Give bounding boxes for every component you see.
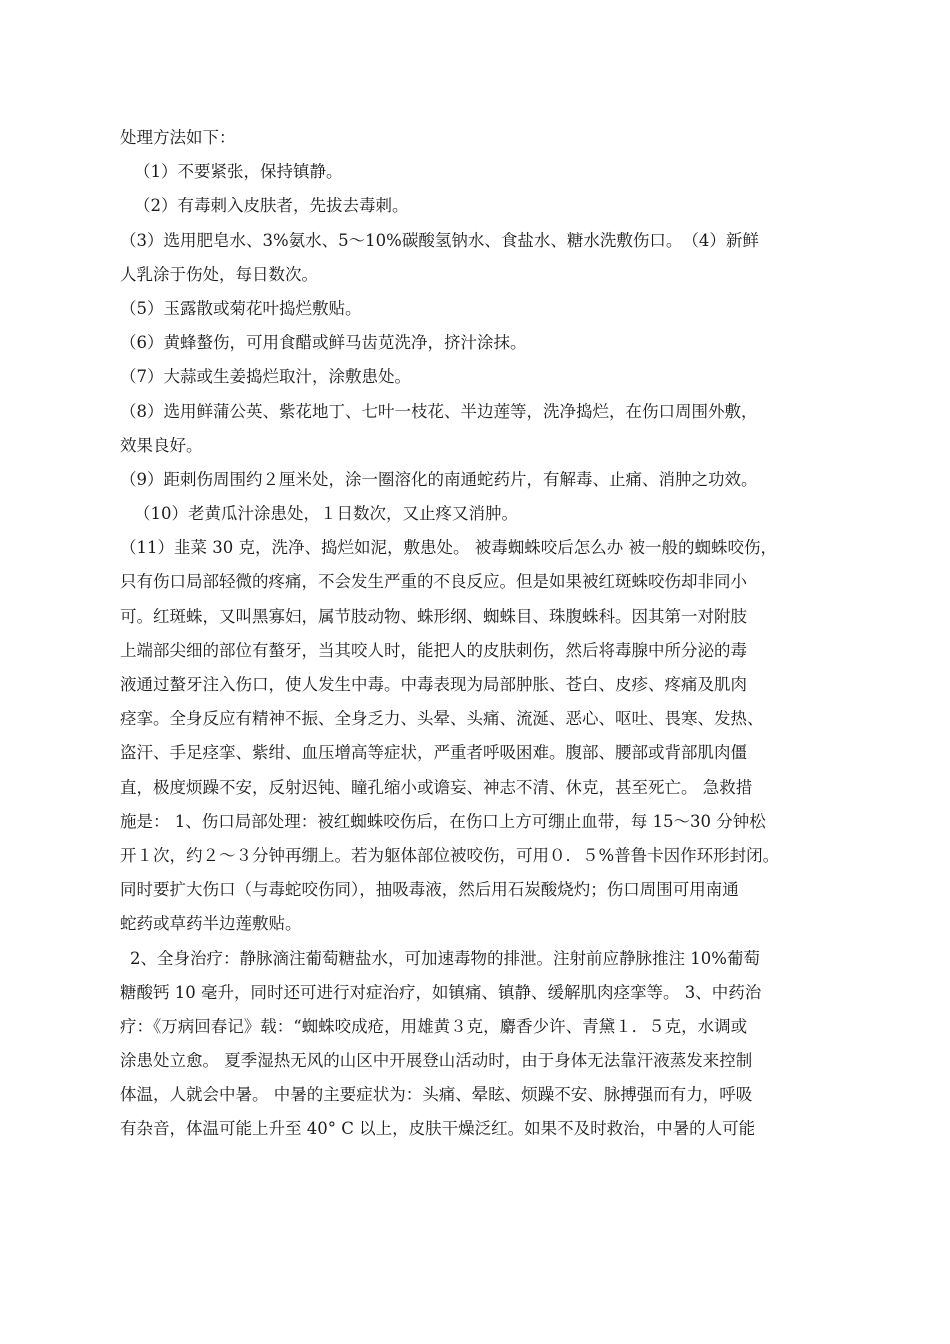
text-line: 施是： 1、伤口局部处理：被红蜘蛛咬伤后，在伤口上方可绷止血带，每 15～30 分钟松 <box>120 811 766 831</box>
text-line: （10）老黄瓜汁涂患处，１日数次，又止疼又消肿。 <box>134 504 518 524</box>
text-line: 直，极度烦躁不安，反射迟钝、瞳孔缩小或谵妄、神志不清、休克，甚至死亡。 急救措 <box>120 777 753 797</box>
text-line: 人乳涂于伤处，每日数次。 <box>120 264 318 284</box>
text-line: 糖酸钙 10 毫升，同时还可进行对症治疗，如镇痛、镇静、缓解肌肉痉挛等。 3、中药治 <box>120 982 762 1002</box>
text-line: （9）距刺伤周围约２厘米处，涂一圈溶化的南通蛇药片，有解毒、止痛、消肿之功效。 <box>120 469 758 489</box>
text-line: 痉挛。全身反应有精神不振、全身乏力、头晕、头痛、流涎、恶心、呕吐、畏寒、发热、 <box>120 709 764 729</box>
text-line: （8）选用鲜蒲公英、紫花地丁、七叶一枝花、半边莲等，洗净捣烂，在伤口周围外敷， <box>120 401 758 421</box>
text-line: （7）大蒜或生姜捣烂取汁，涂敷患处。 <box>120 367 411 387</box>
text-line: （6）黄蜂螯伤，可用食醋或鲜马齿苋洗净，挤汁涂抹。 <box>120 333 527 353</box>
text-line: 可。红斑蛛，又叫黑寡妇，属节肢动物、蛛形纲、蜘蛛目、珠腹蛛科。因其第一对附肢 <box>120 606 747 626</box>
text-line: 只有伤口局部轻微的疼痛，不会发生严重的不良反应。但是如果被红斑蛛咬伤却非同小 <box>120 572 747 592</box>
text-line: 效果良好。 <box>120 435 203 455</box>
document-body <box>120 121 880 1147</box>
text-line: 同时要扩大伤口（与毒蛇咬伤同），抽吸毒液，然后用石炭酸烧灼；伤口周围可用南通 <box>120 880 739 900</box>
text-line: （5）玉露散或菊花叶捣烂敷贴。 <box>120 298 362 318</box>
text-line: 蛇药或草药半边莲敷贴。 <box>120 914 302 934</box>
text-line: （2）有毒刺入皮肤者，先拔去毒刺。 <box>134 196 409 216</box>
text-line: 处理方法如下： <box>120 128 236 147</box>
text-line: （1）不要紧张，保持镇静。 <box>134 162 343 182</box>
text-line: 2、全身治疗：静脉滴注葡萄糖盐水，可加速毒物的排泄。注射前应静脉推注 10%葡萄 <box>130 948 760 968</box>
text-line: 疗：《万病回春记》载：“蜘蛛咬成疮，用雄黄３克，麝香少许、青黛１．５克，水调或 <box>120 1016 748 1036</box>
text-line: 涂患处立愈。 夏季湿热无风的山区中开展登山活动时，由于身体无法靠汗液蒸发来控制 <box>120 1051 753 1071</box>
text-line: 液通过螯牙注入伤口，使人发生中毒。中毒表现为局部肿胀、苍白、皮疹、疼痛及肌肉 <box>120 675 747 694</box>
text-line: 上端部尖细的部位有螯牙，当其咬人时，能把人的皮肤刺伤，然后将毒腺中所分泌的毒 <box>120 640 747 660</box>
text-line: 开１次，约２～３分钟再绷上。若为躯体部位被咬伤，可用０．５%普鲁卡因作环形封闭。 <box>120 845 780 865</box>
text-line: 盗汗、手足痉挛、紫绀、血压增高等症状，严重者呼吸困难。腹部、腰部或背部肌肉僵 <box>120 743 747 763</box>
text-line: （3）选用肥皂水、3%氨水、5～10%碳酸氢钠水、食盐水、糖水洗敷伤口。 （4）新鲜 <box>120 230 759 250</box>
text-line: 有杂音，体温可能上升至 40° C 以上，皮肤干燥泛红。如果不及时救治，中暑的人可能 <box>120 1119 756 1139</box>
text-line: （11）韭菜 30 克，洗净、捣烂如泥，敷患处。 被毒蜘蛛咬后怎么办 被一般的蜘蛛咬伤， <box>120 538 777 558</box>
text-line: 体温，人就会中暑。 中暑的主要症状为：头痛、晕眩、烦躁不安、脉搏强而有力，呼吸 <box>120 1085 753 1105</box>
